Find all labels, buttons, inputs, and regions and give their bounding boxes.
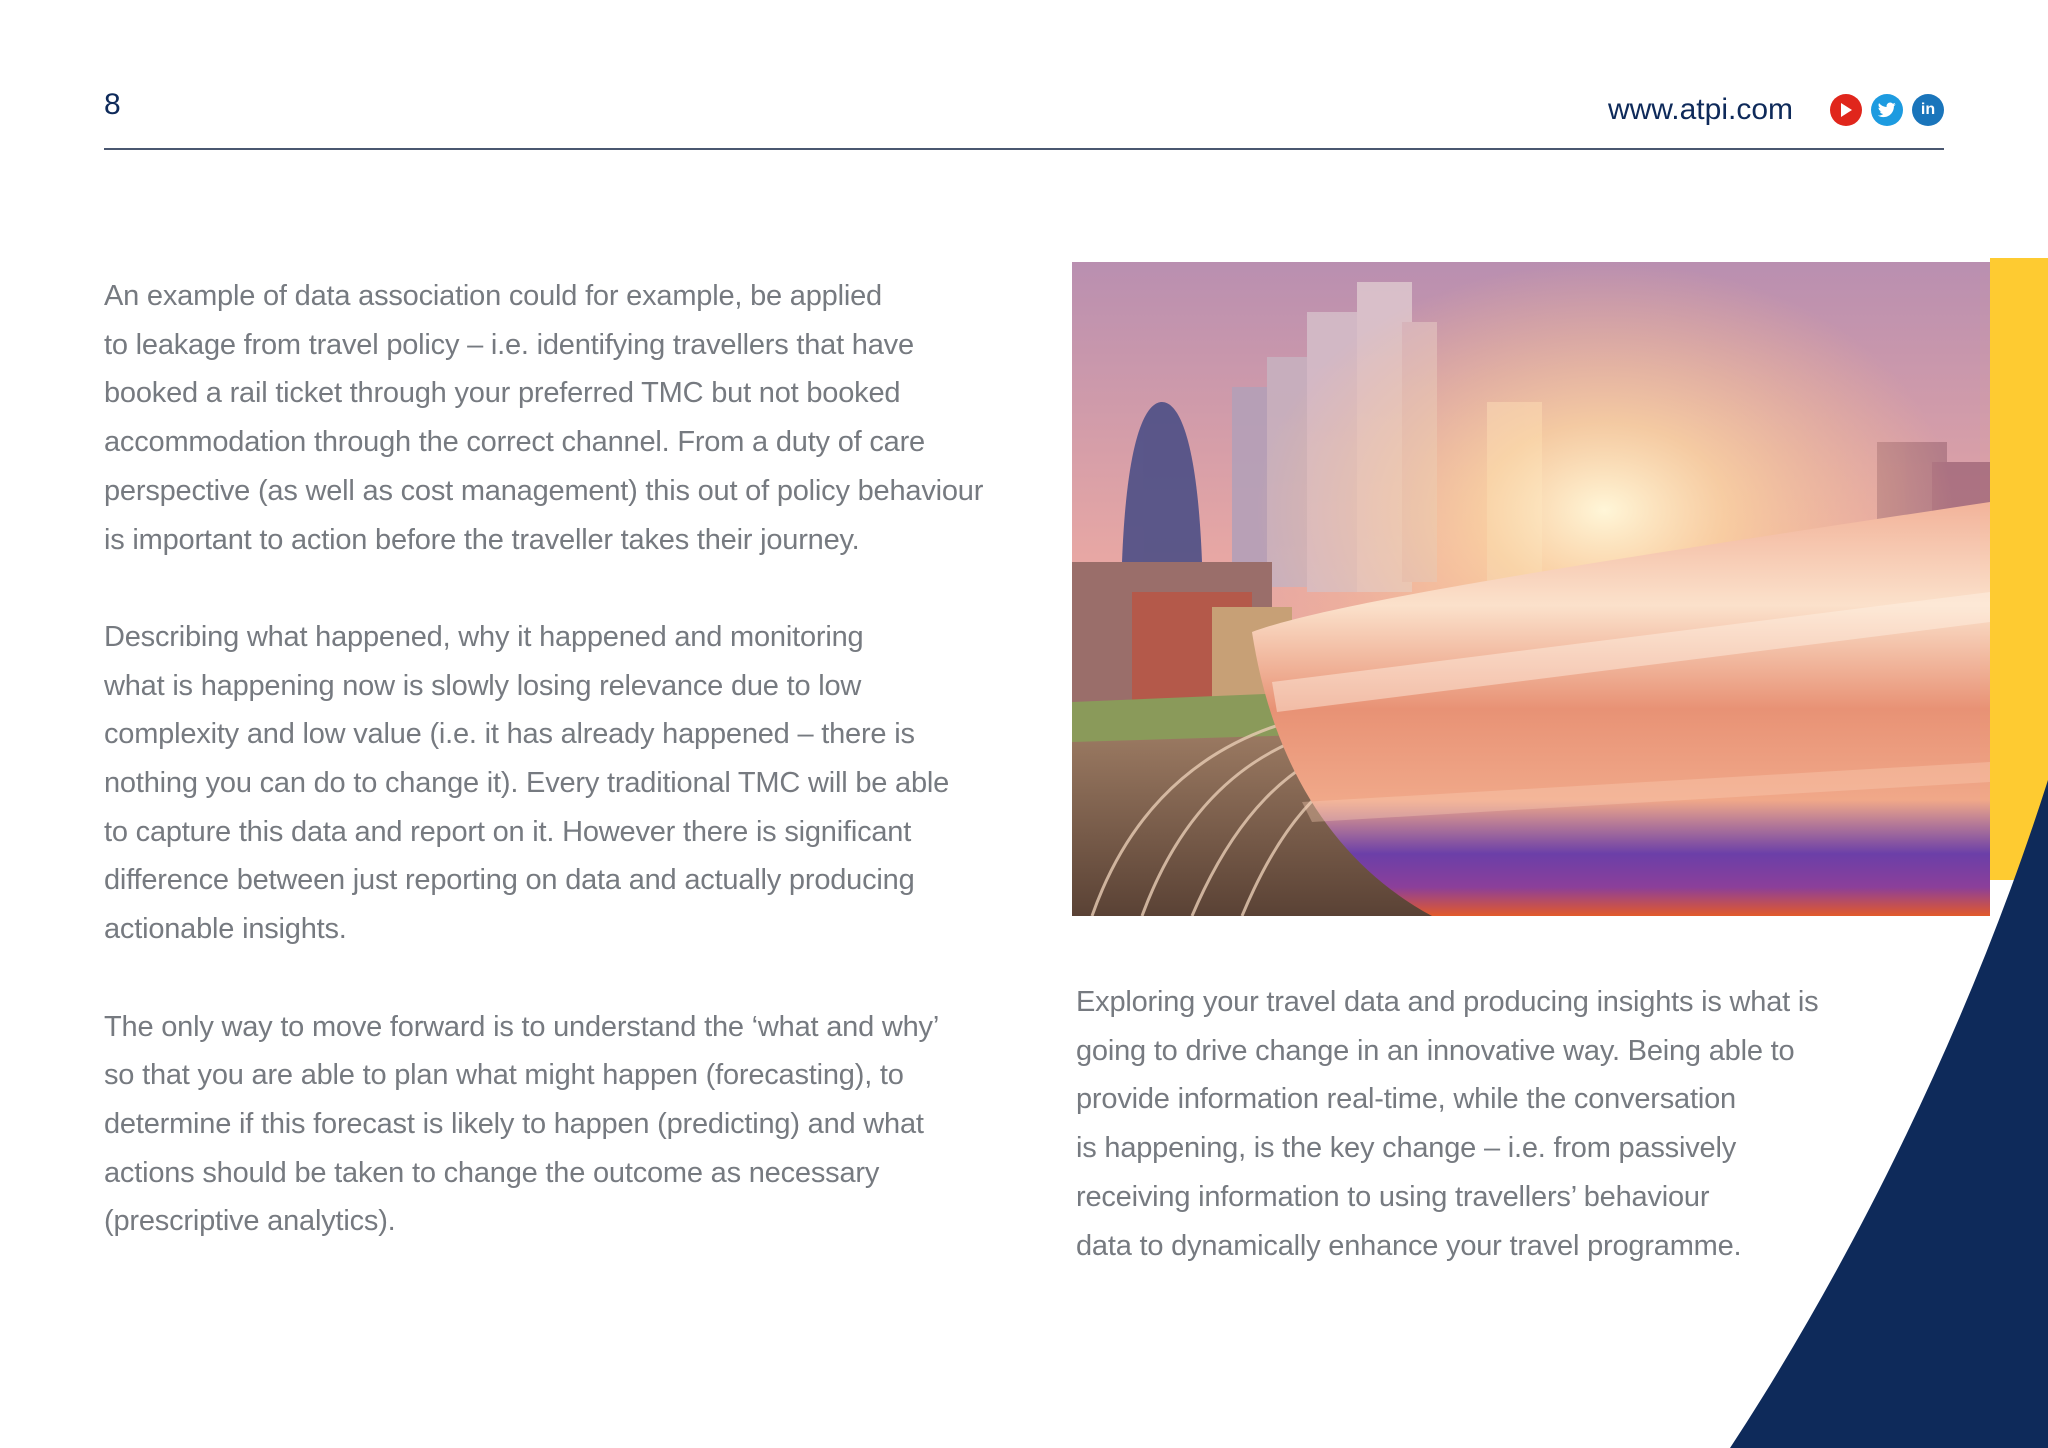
text-line: actionable insights.: [104, 913, 347, 946]
text-line: data to dynamically enhance your travel programme.: [1076, 1229, 1742, 1262]
text-line: Exploring your travel data and producing insights is what is: [1076, 986, 1819, 1018]
text-line: to leakage from travel policy – i.e. identifying travellers that have: [104, 328, 914, 361]
text-line: receiving information to using travellers’ behaviour: [1076, 1180, 1710, 1213]
text-line: The only way to move forward is to understand the ‘what and why’: [104, 1010, 940, 1043]
paragraph-exploring-travel-data: [1076, 978, 1896, 1270]
page-number: 8: [104, 88, 121, 121]
left-text-column: [104, 272, 1004, 1295]
text-line: An example of data association could for example, be applied: [104, 280, 882, 312]
paragraph-data-association: [104, 272, 1004, 564]
text-line: complexity and low value (i.e. it has already happened – there is: [104, 718, 915, 751]
youtube-icon[interactable]: [1830, 94, 1862, 126]
text-line: is happening, is the key change – i.e. from passively: [1076, 1132, 1736, 1165]
text-line: to capture this data and report on it. However there is significant: [104, 815, 912, 848]
text-line: booked a rail ticket through your preferred TMC but not booked: [104, 377, 901, 410]
text-line: provide information real-time, while the conversation: [1076, 1083, 1736, 1116]
text-line: going to drive change in an innovative way. Being able to: [1076, 1034, 1795, 1067]
twitter-icon[interactable]: [1871, 94, 1903, 126]
text-line: actions should be taken to change the outcome as necessary: [104, 1156, 880, 1189]
header-links: [1608, 88, 1944, 132]
city-train-photo: [1072, 262, 1990, 916]
paragraph-describing-what-happened: [104, 613, 1004, 954]
text-line: difference between just reporting on data and actually producing: [104, 864, 915, 897]
text-line: accommodation through the correct channel. From a duty of care: [104, 426, 925, 459]
text-line: is important to action before the traveller takes their journey.: [104, 523, 860, 556]
text-line: nothing you can do to change it). Every traditional TMC will be able: [104, 767, 950, 800]
text-line: determine if this forecast is likely to happen (predicting) and what: [104, 1107, 924, 1140]
text-line: (prescriptive analytics).: [104, 1205, 396, 1238]
text-line: Describing what happened, why it happened and monitoring: [104, 620, 864, 653]
website-link[interactable]: www.atpi.com: [1607, 93, 1793, 126]
text-line: perspective (as well as cost management) this out of policy behaviour: [104, 474, 984, 507]
header-divider: [104, 148, 1944, 150]
linkedin-icon[interactable]: in: [1912, 94, 1944, 126]
text-line: what is happening now is slowly losing relevance due to low: [104, 669, 862, 702]
right-text-column: [1076, 978, 1896, 1319]
text-line: so that you are able to plan what might happen (forecasting), to: [104, 1059, 904, 1092]
paragraph-move-forward: [104, 1003, 1004, 1247]
